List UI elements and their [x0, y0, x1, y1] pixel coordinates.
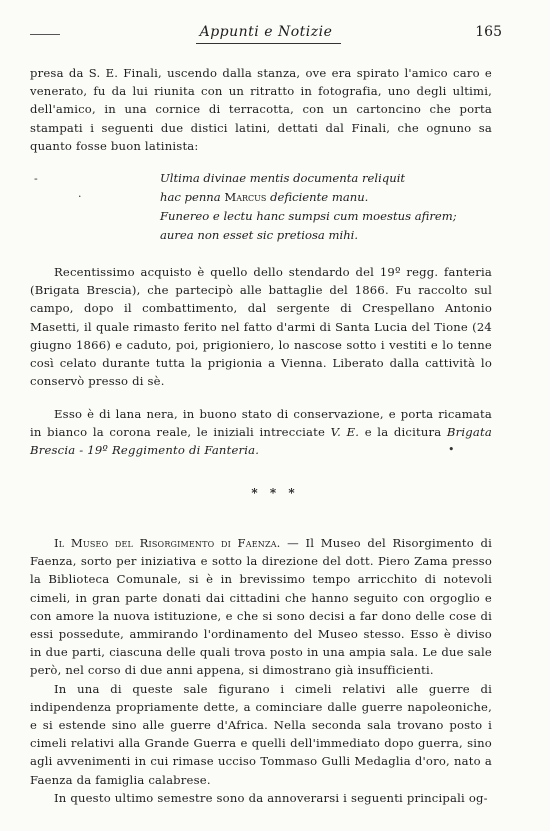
paragraph-stendardo: [30, 263, 492, 390]
paragraph-text: [30, 534, 492, 680]
verse-line-3: Funereo e lectu hanc sumpsi cum moestus afirem;: [160, 209, 457, 223]
verse-line-2-suffix: deficiente manu.: [266, 190, 369, 204]
latin-distichs: [160, 169, 460, 245]
paragraph-text: [30, 405, 492, 460]
margin-dot-mark: •: [448, 443, 455, 456]
verse-line-4: aurea non esset sic pretiosa mihi.: [160, 228, 359, 242]
verse-line-2-name: Marcus: [224, 190, 267, 204]
margin-dash-mark: -: [34, 172, 38, 185]
header-rule: [196, 43, 341, 44]
running-title: Appunti e Notizie: [199, 24, 333, 40]
verse-line-1: Ultima divinae mentis documenta reliquit: [160, 171, 406, 185]
page-number: 165: [475, 24, 502, 40]
section-heading: Il Museo del Risorgimento di Faenza.: [54, 536, 281, 550]
paragraph-text: presa da S. E. Finali, uscendo dalla stanza, ove era spirato l'amico caro e venerato, fu da lui riunita con un ritratto in fotografia, uno degli ultimi, dell'amico, in una cornice di terracotta, con un cartoncino che porta stampati i seguenti due distici latini, dettati dal Finali, che ognuno sa quanto fosse buon latinista:: [30, 66, 492, 153]
paragraph-text: In una di queste sale figurano i cimeli relativi alle guerre di indipendenza propriamente dette, a cominciare dalle guerre napoleoniche, e si estende sino alle guerre d'Africa. Nella seconda sala trovano posto i cimeli relativi alla Grande Guerra e quelli dell'immediato dopo guerra, sino agli avvenimenti in cui rimase ucciso Tommaso Gulli Medaglia d'oro, nato a Faenza da famiglia calabrese.: [30, 681, 492, 787]
margin-dot-mark: ·: [78, 190, 82, 203]
paragraph-text: In questo ultimo semestre sono da annoverarsi i seguenti principali og-: [54, 790, 488, 805]
inscription: Brigata Brescia - 19º Reggimento di Fanteria.: [30, 425, 492, 458]
section-separator: * * *: [251, 486, 299, 500]
paragraph-text-prefix: Esso è di lana nera, in buono stato di conservazione, e porta ricamata in bianco la corona reale, le iniziali intrecciate: [30, 407, 492, 440]
paragraph-text-body: — Il Museo del Risorgimento di Faenza, sorto per iniziativa e sotto la direzione del dott. Piero Zama presso la Biblioteca Comunale, si è in brevissimo tempo arricchito di notevoli cimeli, in gran parte donati dai cittadini che hanno seguito con orgoglio e con amore la nuova istituzione, e che si sono decisi a far dono delle cose di essi possedute, ammirando l'ordinamento del Museo stesso. Esso è diviso in due parti, ciascuna delle quali trova posto in una ampia sala. Le due sale però, nel corso di due anni appena, si dimostrano già insufficienti.: [30, 536, 492, 678]
paragraph-description: [30, 405, 492, 460]
paragraph-finali: [30, 64, 492, 155]
verse-line-2: [160, 188, 460, 207]
paragraph-text: Recentissimo acquisto è quello dello stendardo del 19º regg. fanteria (Brigata Brescia), che partecipò alle battaglie del 1866. Fu raccolto sul campo, dopo il combattimento, dal sergente di Crespellano Antonio Masetti, il quale rimasto ferito nel fatto d'armi di Santa Lucia del Tione (24 giugno 1866) e caduto, poi, prigioniero, lo nascose sotto i vestiti e lo tenne così celato durante tutta la prigionia a Vienna. Liberato dalla cattività lo conservò presso di sè.: [30, 265, 492, 389]
initials: V. E.: [330, 425, 360, 440]
section-museo-faenza: [30, 534, 492, 807]
paragraph-text-mid: e la dicitura: [359, 425, 447, 440]
verse-line-2-prefix: hac penna: [160, 190, 225, 204]
